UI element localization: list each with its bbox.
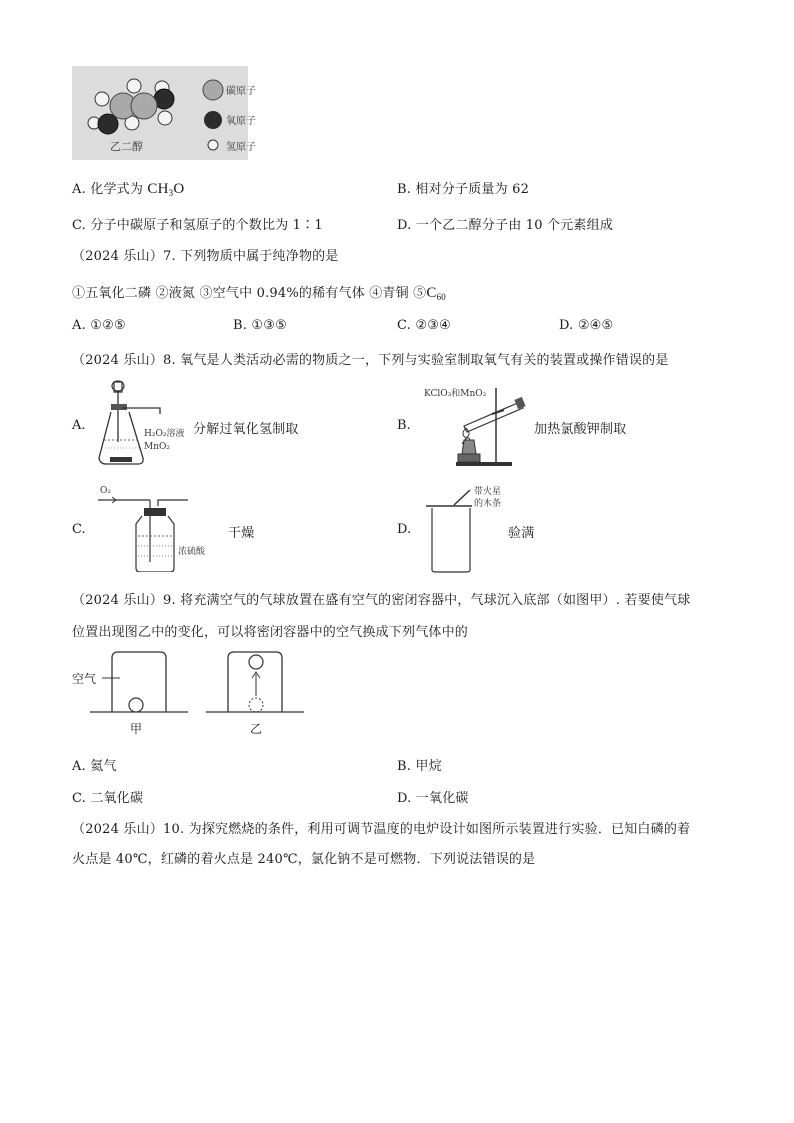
q7-stem: （2024 乐山）7. 下列物质中属于纯净物的是 [72, 249, 339, 264]
q9-option-c: C. 二氧化碳 [72, 791, 144, 806]
q9-option-b: B. 甲烷 [397, 759, 442, 774]
legend-carbon-swatch [203, 80, 223, 100]
q8-option-c-label: 干燥 [228, 526, 255, 541]
molecule-model-diagram [72, 66, 248, 160]
legend-hydrogen-swatch [208, 140, 218, 150]
q10-stem-line1: （2024 乐山）10. 为探究燃烧的条件，利用可调节温度的电炉设计如图所示装置进行实验．已知白磷的着 [72, 822, 691, 837]
hydrogen-atom [95, 92, 109, 106]
q8-option-c-letter: C. [72, 522, 86, 537]
q6-option-d: D. 一个乙二醇分子由 10 个元素组成 [397, 218, 614, 233]
sulfuric-acid-label: 浓硫酸 [178, 547, 206, 557]
full-check-figure [424, 484, 506, 574]
mno2-label: MnO₂ [144, 442, 170, 452]
q7-option-a: A. ①②⑤ [72, 318, 126, 333]
q8-option-b-letter: B. [397, 418, 411, 433]
molecule-caption: 乙二醇 [110, 140, 143, 153]
label-yi: 乙 [250, 722, 263, 736]
kclo3-mno2-label: KClO₃和MnO₂ [424, 389, 487, 399]
q8-stem: （2024 乐山）8. 氧气是人类活动必需的物质之一，下列与实验室制取氧气有关的装置或操作错误的是 [72, 353, 669, 368]
q9-option-a: A. 氦气 [72, 759, 117, 774]
q7-items-text: ①五氧化二磷 ②液氮 ③空气中 0.94%的稀有气体 ④青铜 ⑤ [72, 286, 427, 301]
legend-oxygen-label: 氧原子 [226, 116, 256, 127]
air-label: 空气 [72, 672, 97, 686]
ethylene-glycol-figure [72, 66, 256, 160]
q9-option-d: D. 一氧化碳 [397, 791, 469, 806]
balloon-bottom [129, 698, 143, 712]
h2o2-apparatus-figure [96, 380, 192, 468]
legend-hydrogen-label: 氢原子 [226, 142, 256, 153]
q8-option-a-label: 分解过氧化氢制取 [193, 422, 299, 437]
q7-option-c: C. ②③④ [397, 318, 451, 333]
legend-carbon-label: 碳原子 [226, 86, 256, 97]
o2-label: O₂ [100, 486, 111, 496]
formula-main: CH [147, 181, 169, 197]
formula-subscript: 3 [168, 188, 174, 198]
q7-option-b: B. ①③⑤ [233, 318, 287, 333]
drying-bottle-figure [96, 486, 216, 572]
legend-oxygen-swatch [204, 111, 222, 129]
q8-option-a-letter: A. [72, 418, 86, 433]
q8-option-d-letter: D. [397, 522, 412, 537]
formula-tail: O [173, 181, 185, 197]
q10-stem-line2: 火点是 40℃，红磷的着火点是 240℃，氯化钠不是可燃物．下列说法错误的是 [72, 852, 536, 867]
label-jia: 甲 [130, 722, 143, 736]
carbon-atom [131, 93, 157, 119]
c60-subscript: 60 [436, 292, 446, 302]
option-a-prefix: A. 化学式为 [72, 182, 148, 197]
splint-label-2: 的木条 [474, 499, 502, 509]
formula-ch3o [147, 181, 184, 197]
oxygen-atom [98, 114, 118, 134]
splint-label-1: 带火星 [474, 487, 502, 497]
balloon-top [249, 655, 263, 669]
kclo3-apparatus-figure [424, 384, 530, 470]
balloon-container-figure [72, 650, 312, 742]
q9-stem-line1: （2024 乐山）9. 将充满空气的气球放置在盛有空气的密闭容器中，气球沉入底部（如图甲）. 若要使气球 [72, 593, 691, 608]
q7-option-d: D. ②④⑤ [559, 318, 614, 333]
q6-option-c: C. 分子中碳原子和氢原子的个数比为 1∶1 [72, 218, 323, 233]
q6-option-b: B. 相对分子质量为 62 [397, 182, 530, 197]
hydrogen-atom [158, 111, 172, 125]
q7-items [72, 282, 446, 302]
hydrogen-atom [127, 79, 141, 93]
formula-c60 [426, 285, 446, 301]
balloon-original-position [249, 698, 263, 712]
h2o2-solution-label: H₂O₂溶液 [144, 429, 185, 439]
erlenmeyer-flask-diagram [96, 380, 192, 468]
q6-option-a [72, 178, 184, 198]
q9-stem-line2: 位置出现图乙中的变化，可以将密闭容器中的空气换成下列气体中的 [72, 625, 469, 640]
q8-option-d-label: 验满 [508, 526, 535, 541]
balloon-containers-diagram [72, 650, 312, 742]
gas-washing-bottle-diagram [96, 486, 216, 572]
c60-main: C [426, 285, 437, 301]
q8-option-b-label: 加热氯酸钾制取 [534, 422, 627, 437]
